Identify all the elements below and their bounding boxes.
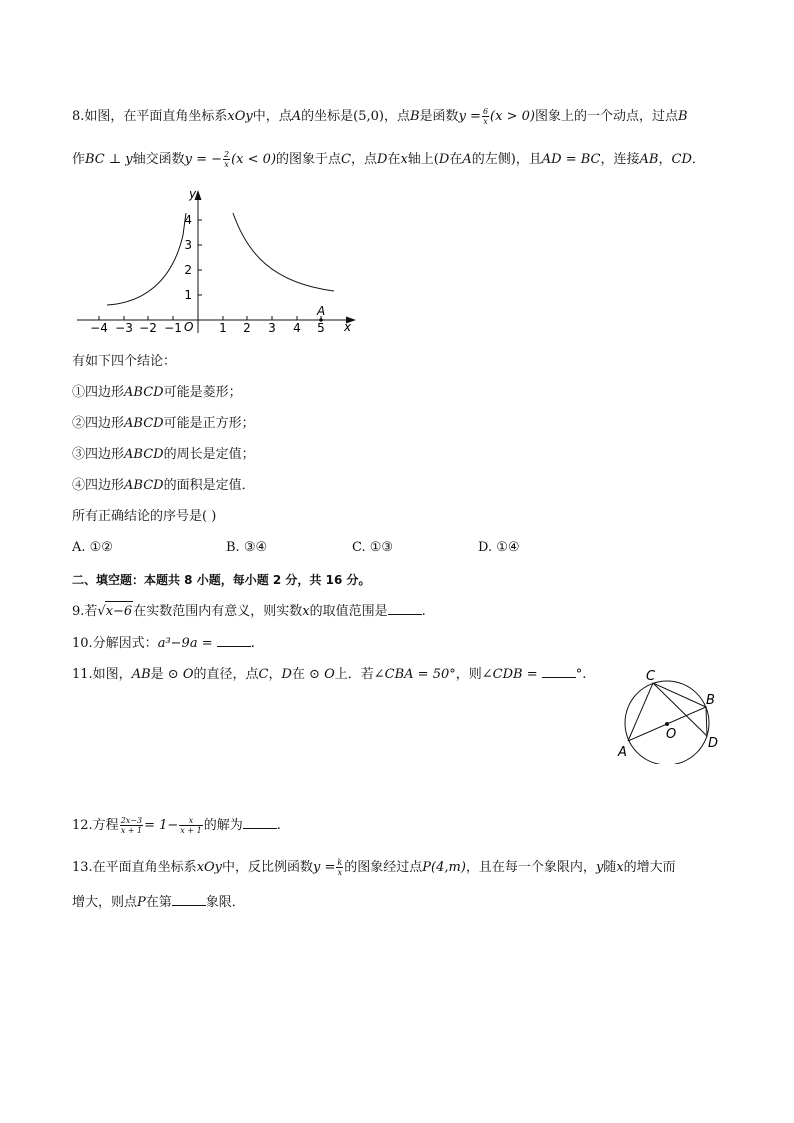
x-tick-marks: [99, 316, 321, 320]
math: AB: [639, 152, 659, 167]
y-tick-label: 1: [184, 288, 192, 302]
y-tick-label: 4: [184, 213, 192, 227]
text: 中，点: [252, 109, 292, 124]
text: 8.如图，在平面直角坐标系: [72, 109, 228, 124]
math: A: [462, 152, 472, 167]
math: CD: [671, 152, 692, 167]
q9: 9.若√x−6在实数范围内有意义，则实数x的取值范围是 .: [72, 601, 426, 622]
q11: 11.如图，AB是 ⊙ O的直径，点C，D在 ⊙ O上．若∠CBA = 50°，则∠CDB = °.: [72, 664, 586, 685]
q8-conclusion-4: ④四边形ABCD的面积是定值．: [72, 478, 255, 493]
q12: 12.方程 $\frac{2x-3}{x + 1}$ = 1− $\frac{x}{x + 1}$ 的解为 .: [72, 816, 281, 835]
radical: x−6: [105, 601, 134, 622]
x-tick-label: −3: [115, 321, 133, 335]
fraction: $\frac{k}{x}$: [337, 858, 343, 877]
answer-blank[interactable]: [388, 601, 422, 615]
label-a: A: [618, 745, 627, 760]
q8-function-graph: [72, 183, 362, 338]
fraction: $\frac{x}{x + 1}$: [180, 816, 202, 835]
point-a-label: A: [317, 304, 326, 318]
text: 作: [72, 152, 86, 167]
q10: 10.分解因式：a³−9a = .: [72, 633, 255, 654]
answer-blank[interactable]: [542, 664, 576, 678]
answer-blank[interactable]: [172, 892, 206, 906]
origin-label: O: [184, 320, 194, 334]
fraction: $\frac{2}{x}$: [224, 150, 230, 169]
y-tick-marks: [198, 220, 202, 295]
math: xOy: [227, 109, 253, 124]
q8-question: 所有正确结论的序号是( ): [72, 509, 217, 524]
q8-line1: [72, 107, 688, 127]
option-b[interactable]: B. ③④: [226, 540, 268, 555]
q8-conclusion-1: ①四边形ABCD可能是菱形；: [72, 385, 242, 400]
text: 在: [449, 152, 463, 167]
math: (x > 0): [490, 109, 535, 124]
y-tick-label: 3: [184, 238, 192, 252]
math: D: [377, 152, 388, 167]
x-tick-label: 1: [219, 321, 227, 335]
text: 是函数: [419, 109, 459, 124]
q13-line2: 增大，则点P在第 象限．: [72, 892, 245, 913]
math: B: [677, 109, 688, 124]
x-tick-labels: [90, 321, 325, 335]
fraction: $\frac{6}{x}$: [482, 107, 489, 126]
math: y = −: [184, 152, 223, 167]
y-tick-label: 2: [184, 263, 192, 277]
math: (x < 0): [231, 152, 277, 167]
y-tick-labels: [184, 213, 192, 302]
label-c: C: [646, 669, 656, 684]
answer-blank[interactable]: [217, 633, 251, 647]
math: B: [409, 109, 420, 124]
label-b: B: [706, 693, 715, 708]
curve-negative-branch: [107, 213, 186, 305]
math: BC ⊥ y: [85, 152, 133, 167]
option-d[interactable]: D. ①④: [478, 540, 520, 555]
q8-line2: [72, 150, 705, 170]
q11-circle-figure: [612, 664, 727, 764]
section-heading: 二、填空题：本题共 8 小题，每小题 2 分，共 16 分。: [72, 573, 371, 587]
label-d: D: [708, 736, 719, 751]
center-o-dot: [665, 722, 669, 726]
text: ，: [658, 152, 672, 167]
text: 的左侧)，且: [471, 152, 542, 167]
x-tick-label: −4: [90, 321, 108, 335]
math: AD = BC: [541, 152, 601, 167]
curve-positive-branch: [233, 213, 334, 291]
math: A: [291, 109, 302, 124]
x-tick-label: 4: [293, 321, 301, 335]
text: 轴上(: [407, 152, 439, 167]
q8-conclusion-3: ③四边形ABCD的周长是定值；: [72, 447, 255, 462]
text: 在: [387, 152, 401, 167]
q8-conclusion-2: ②四边形ABCD可能是正方形；: [72, 416, 255, 431]
math: D: [438, 152, 450, 167]
q8-intro: 有如下四个结论：: [72, 354, 177, 369]
x-tick-label: 3: [268, 321, 276, 335]
math: x: [400, 152, 408, 167]
math: y =: [458, 109, 481, 124]
y-axis-label: y: [189, 187, 197, 201]
x-axis-label: x: [344, 320, 352, 334]
text: 轴交函数: [132, 152, 185, 167]
x-tick-label: 2: [243, 321, 251, 335]
text: ．: [691, 152, 705, 167]
chords-cd-db: [653, 683, 707, 736]
text: ，点: [350, 152, 377, 167]
text: 的图象于点: [276, 152, 342, 167]
answer-blank[interactable]: [243, 815, 277, 829]
x-tick-label: −2: [139, 321, 157, 335]
option-a[interactable]: A. ①②: [72, 540, 113, 555]
x-tick-label: −1: [164, 321, 182, 335]
q13-line1: 13.在平面直角坐标系xOy中，反比例函数y = $\frac{k}{x}$ 的图象经过点P(4,m)，且在每一个象限内，y随x的增大而: [72, 858, 676, 877]
option-c[interactable]: C. ①③: [352, 540, 394, 555]
fraction: $\frac{2x-3}{x + 1}$: [120, 816, 143, 835]
label-o: O: [666, 727, 677, 742]
math: C: [341, 152, 351, 167]
text: 图象上的一个动点，过点: [534, 109, 678, 124]
text: 的坐标是(5,0)，点: [301, 109, 410, 124]
text: ，连接: [600, 152, 640, 167]
x-tick-label: 5: [317, 321, 325, 335]
